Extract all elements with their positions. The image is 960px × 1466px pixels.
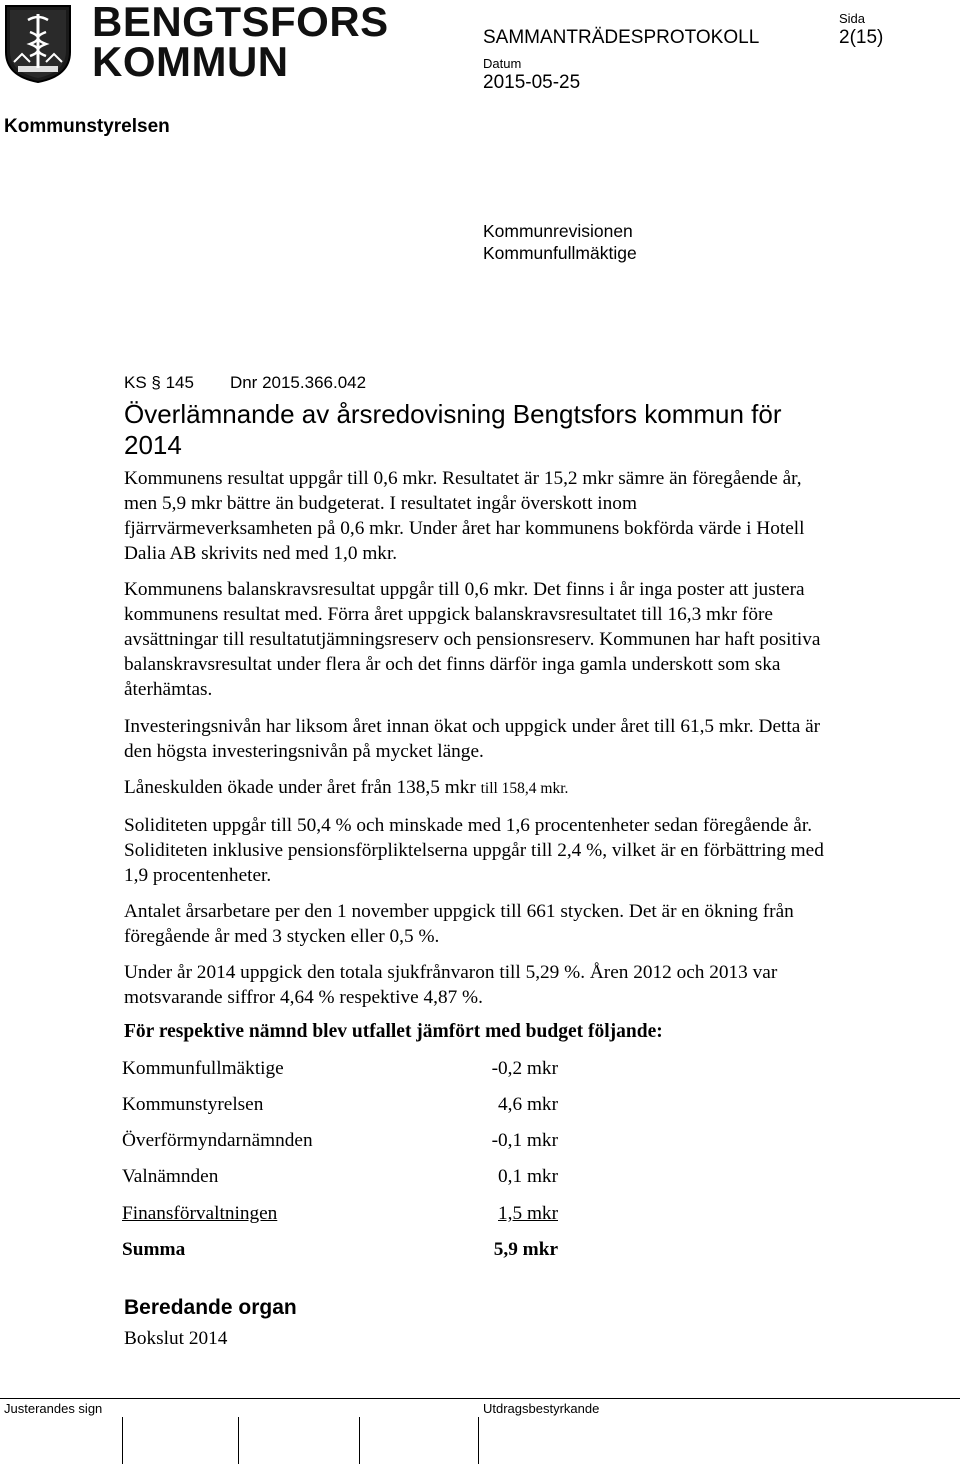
- coat-of-arms-logo: [4, 4, 72, 84]
- budget-row-value: -0,2 mkr: [491, 1058, 558, 1079]
- signature-divider: [0, 1398, 960, 1399]
- budget-row-name: Finansförvaltningen: [122, 1203, 278, 1224]
- case-dnr: Dnr 2015.366.042: [229, 373, 367, 392]
- debt-text: Låneskulden ökade under året från 138,5 mkr: [124, 777, 481, 798]
- paragraph-staff: Antalet årsarbetare per den 1 november uppgick till 661 stycken. Det är en ökning från föregående år med 3 stycken eller 0,5 %.: [124, 901, 794, 947]
- signature-box-divider: [122, 1417, 123, 1464]
- signature-box-divider: [359, 1417, 360, 1464]
- paragraph-solidity: Soliditeten uppgår till 50,4 % och minskade med 1,6 procentenheter sedan föregående år. Soliditeten inklusive pensionsförpliktelserna uppgår till 2,4 %, vilket är en förbättring med 1,9 procentenheter.: [124, 815, 824, 886]
- case-title: Överlämnande av årsredovisning Bengtsfors kommun för 2014: [124, 399, 782, 460]
- budget-row-value: 0,1 mkr: [498, 1166, 558, 1187]
- organ-name: Kommunstyrelsen: [4, 116, 170, 137]
- budget-row-value: 1,5 mkr: [498, 1203, 558, 1224]
- document-type: SAMMANTRÄDESPROTOKOLL: [483, 27, 760, 48]
- budget-row: [122, 1203, 562, 1229]
- paragraph-debt: [124, 775, 824, 801]
- brand-name-line1: BENGTSFORS: [92, 0, 389, 45]
- extract-certification-label: Utdragsbestyrkande: [483, 1401, 600, 1416]
- brand-name-line2: KOMMUN: [92, 38, 289, 85]
- paragraph-investments: Investeringsnivån har liksom året innan ökat och uppgick under året till 61,5 mkr. Detta är den högsta investeringsnivån på mycket länge.: [124, 716, 821, 762]
- budget-heading: För respektive nämnd blev utfallet jämfört med budget följande:: [124, 1021, 663, 1042]
- case-reference: [124, 373, 366, 393]
- budget-row: [122, 1130, 562, 1156]
- body-text: [124, 466, 824, 1010]
- debt-text-small: till 158,4 mkr.: [480, 780, 569, 797]
- budget-row-name: Valnämnden: [122, 1166, 219, 1187]
- signature-box-divider: [238, 1417, 239, 1464]
- recipient: Kommunfullmäktige: [483, 243, 637, 263]
- budget-total-row: [122, 1239, 562, 1265]
- sign-label: Justerandes sign: [4, 1401, 103, 1416]
- budget-row-name: Kommunstyrelsen: [122, 1094, 264, 1115]
- paragraph-balance-requirement: Kommunens balanskravsresultat uppgår till 0,6 mkr. Det finns i år inga poster att justera kommunens resultat med. Förra året uppgick balanskravsresultatet till 16,3 mkr före avsättningar till resultatutjämningsreserv och pensionsreserv. Kommunen har haft positiva balanskravsresultat under flera år och det finns därför inga gamla underskott som ska återhämtas.: [124, 579, 821, 700]
- budget-row: [122, 1166, 562, 1192]
- budget-row: [122, 1094, 562, 1120]
- case-ks: KS § 145: [124, 373, 194, 392]
- budget-row-value: 4,6 mkr: [498, 1094, 558, 1115]
- budget-total-value: 5,9 mkr: [493, 1239, 558, 1260]
- budget-row: [122, 1058, 562, 1084]
- recipient: Kommunrevisionen: [483, 221, 633, 241]
- preparing-body-text: Bokslut 2014: [124, 1328, 228, 1349]
- date-value: 2015-05-25: [483, 72, 581, 93]
- preparing-body-heading: Beredande organ: [124, 1296, 297, 1319]
- budget-row-value: -0,1 mkr: [491, 1130, 558, 1151]
- page-number: 2(15): [839, 27, 884, 48]
- paragraph-sick-leave: Under år 2014 uppgick den totala sjukfrånvaron till 5,29 %. Åren 2012 och 2013 var motsvarande siffror 4,64 % respektive 4,87 %.: [124, 962, 778, 1008]
- signature-box-divider: [478, 1417, 479, 1464]
- budget-total-name: Summa: [122, 1239, 186, 1260]
- page-label: Sida: [839, 11, 866, 26]
- budget-row-name: Överförmyndarnämnden: [122, 1130, 313, 1151]
- budget-row-name: Kommunfullmäktige: [122, 1058, 284, 1079]
- paragraph-result: Kommunens resultat uppgår till 0,6 mkr. Resultatet är 15,2 mkr sämre än föregående år, men 5,9 mkr bättre än budgeterat. I resultatet ingår överskott inom fjärrvärmeverksamheten på 0,6 mkr. Under året har kommunens bokförda värde i Hotell Dalia AB skrivits ned med 1,0 mkr.: [124, 468, 805, 564]
- date-label: Datum: [483, 56, 522, 71]
